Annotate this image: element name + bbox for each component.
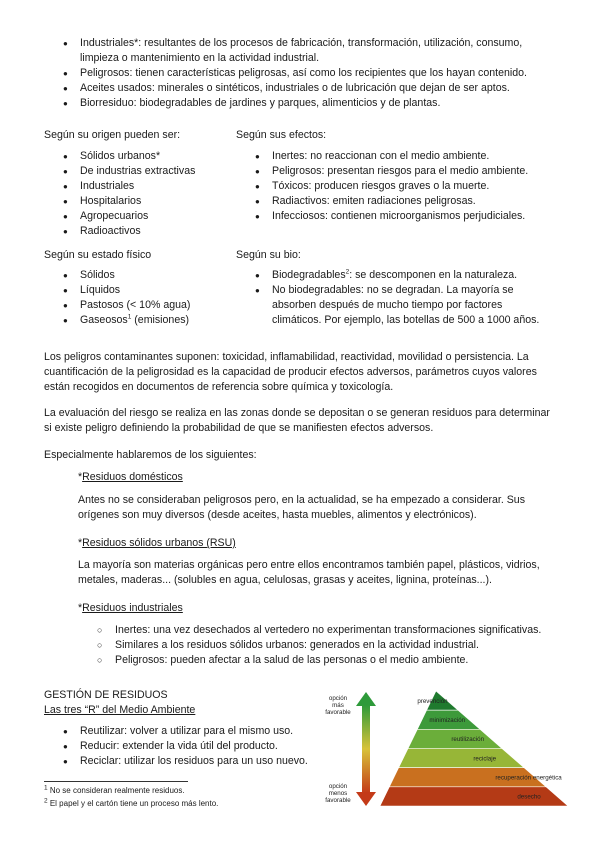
waste-hierarchy-diagram: [318, 688, 570, 810]
list-item: ● Biodegradables$^2$: se descomponen en la naturaleza.: [254, 268, 554, 283]
list-item: ● Tóxicos: producen riesgos graves o la muerte.: [254, 179, 574, 194]
list-item: ● Radiactivos: emiten radiaciones peligrosas.: [254, 194, 574, 209]
svg-text:favorable: [325, 797, 351, 804]
list-item: ● Pastosos (< 10% agua): [62, 298, 232, 313]
list-item: ● No biodegradables: no se degradan. La mayoría se absorben después de mucho tiempo por factores climáticos. Por ejemplo, las botellas de 500 a 1000 años.: [254, 283, 554, 328]
list-item: ● Inertes: no reaccionan con el medio ambiente.: [254, 149, 574, 164]
pyramid-label: desecho: [517, 793, 541, 801]
double-arrow-icon: [356, 692, 376, 806]
list-item: ● Infecciosos: contienen microorganismos perjudiciales.: [254, 209, 574, 224]
list-item: ● Gaseosos$^1$ (emisiones): [62, 313, 232, 328]
bio-list: [254, 268, 554, 328]
svg-text:opción: [329, 695, 348, 702]
top-label-line: favorable: [325, 709, 351, 716]
list-item: ● Líquidos: [62, 283, 232, 298]
list-item: ● Sólidos urbanos*: [62, 149, 232, 164]
pyramid-layer: [399, 749, 524, 768]
footnote-divider: [44, 781, 188, 782]
list-item: ● Industriales: [62, 179, 232, 194]
gestion-title: GESTIÓN DE RESIDUOS: [44, 689, 168, 701]
efectos-list: [254, 149, 574, 224]
paragraph-evaluacion: La evaluación del riesgo se realiza en las zonas donde se depositan o se generan residuos para determinar si existe peligro definiendo la probabilidad de que se manifiesten efectos adversos.: [44, 407, 550, 435]
list-item: ● Hospitalarios: [62, 194, 232, 209]
footnote-1: $^1$ No se consideran realmente residuos.: [44, 784, 185, 795]
domesticos-text: Antes no se consideraban peligrosos pero, en la actualidad, se ha empezado a considerar. Sus orígenes son muy diversos (desde aceites, hasta muebles, alimentos y electrónicos).: [78, 494, 525, 522]
domesticos-title: *Residuos domésticos: [78, 471, 183, 483]
list-item: ● Sólidos: [62, 268, 232, 283]
pyramid-label: minimización: [429, 717, 466, 725]
efectos-title: Según sus efectos:: [236, 129, 327, 141]
estado-list: [62, 268, 232, 328]
bio-title: Según su bio:: [236, 249, 301, 261]
origen-list: [62, 149, 232, 239]
pyramid-label: reutilización: [451, 736, 485, 744]
list-item: ● Reciclar: utilizar los residuos para un uso nuevo.: [62, 754, 332, 769]
top-label-line: opción: [328, 695, 348, 702]
list-item: ● Peligrosos: tienen características peligrosas, así como los recipientes que los hayan contenido.: [62, 66, 547, 81]
bottom-label-line: favorable: [325, 797, 351, 804]
list-item: ● Aceites usados: minerales o sintéticos, industriales o de lubricación que dejan de ser aptos.: [62, 81, 547, 96]
pyramid-label: reciclaje: [473, 755, 497, 763]
list-item: ● Radioactivos: [62, 224, 232, 239]
top-label-line: más: [332, 702, 344, 709]
bottom-label-line: opción: [328, 783, 348, 790]
list-item: ○ Inertes: una vez desechados al vertedero no experimentan transformaciones significativas.: [97, 623, 577, 638]
list-item: ● Agropecuarios: [62, 209, 232, 224]
svg-text:favorable: [325, 709, 351, 716]
paragraph-especialmente: Especialmente hablaremos de los siguientes:: [44, 449, 257, 461]
industriales-list: [97, 623, 577, 668]
list-item: ● Reutilizar: volver a utilizar para el mismo uso.: [62, 724, 332, 739]
list-item: ● Reducir: extender la vida útil del producto.: [62, 739, 332, 754]
rsu-text: La mayoría son materias orgánicas pero entre ellos encontramos también papel, plásticos, vidrios, metales, maderas... (solubles en agua, celulosas, grasas y aceites, lignina, proteínas...).: [78, 559, 540, 587]
svg-text:menos: [329, 790, 348, 797]
paragraph-peligros: Los peligros contaminantes suponen: toxicidad, inflamabilidad, reactividad, movilidad o persistencia. La cuantificación de la peligrosidad es la capacidad de producir efectos adversos, parámetros cuyos valores están recogidos en documentos de referencia sobre química y toxicología.: [44, 351, 537, 394]
list-item: ● Industriales*: resultantes de los procesos de fabricación, transformación, utilización, consumo, limpieza o mantenimiento en la actividad industrial.: [62, 36, 547, 66]
tres-r-list: [62, 724, 332, 769]
list-item: ● Biorresiduo: biodegradables de jardines y parques, alimenticios y de plantas.: [62, 96, 547, 111]
footnote-2: $^2$ El papel y el cartón tiene un proceso más lento.: [44, 797, 219, 808]
list-item: ○ Similares a los residuos sólidos urbanos: generados en la actividad industrial.: [97, 638, 577, 653]
waste-types-list: [62, 36, 547, 111]
industriales-title: *Residuos industriales: [78, 602, 183, 614]
bottom-label-line: menos: [328, 790, 348, 797]
list-item: ○ Peligrosos: pueden afectar a la salud de las personas o el medio ambiente.: [97, 653, 577, 668]
gestion-subtitle: Las tres “R” del Medio Ambiente: [44, 704, 196, 716]
list-item: ● Peligrosos: presentan riesgos para el medio ambiente.: [254, 164, 574, 179]
estado-title: Según su estado físico: [44, 249, 152, 261]
origen-title: Según su origen pueden ser:: [44, 129, 181, 141]
svg-text:más: [332, 702, 344, 709]
list-item: ● De industrias extractivas: [62, 164, 232, 179]
rsu-title: *Residuos sólidos urbanos (RSU): [78, 537, 236, 549]
pyramid-label: prevención: [417, 697, 448, 705]
pyramid-label: recuperación energética: [495, 774, 562, 782]
svg-text:opción: [329, 783, 348, 790]
